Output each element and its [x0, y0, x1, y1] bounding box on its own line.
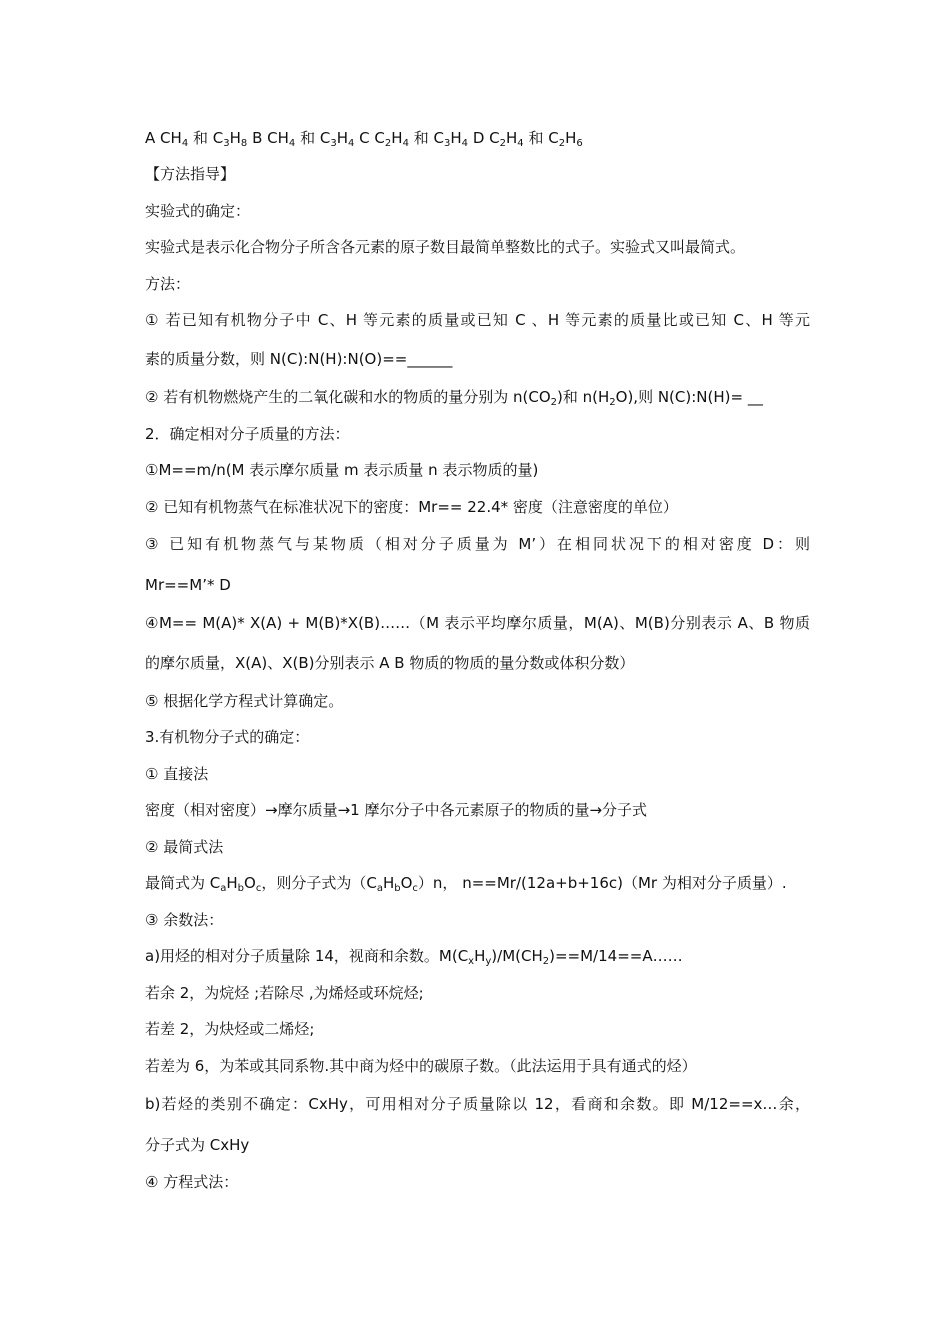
section-2-item-1: ①M==m/n(M 表示摩尔质量 m 表示质量 n 表示物质的量) [145, 461, 539, 479]
section-3-item-4: ④ 方程式法： [145, 1173, 239, 1191]
section-2-item-4-line-2: 的摩尔质量，X(A)、X(B)分别表示 A B 物质的物质的量分数或体积分数） [145, 654, 635, 672]
section-3-title: 3.有机物分子式的确定： [145, 728, 310, 746]
section-3-item-3: ③ 余数法： [145, 911, 224, 929]
section-2-item-3-line-1: ③ 已知有机物蒸气与某物质（相对分子质量为 M’）在相同状况下的相对密度 D：则 [145, 535, 810, 553]
section-3-item-3b-line-1: b)若烃的类别不确定：CxHy，可用相对分子质量除以 12，看商和余数。即 M/12==x…余， [145, 1095, 810, 1113]
section-3-item-2-formula: 最简式为 $C_aH_bO_c$，则分子式为$(C_aH_bO_c)n$， n==Mr/(12a+b+16c)（Mr 为相对分子质量）. [145, 874, 787, 894]
section-3-item-1: ① 直接法 [145, 765, 209, 783]
section-3-item-3a: a)用烃的相对分子质量除 14，视商和余数。$M(C_xH_y)/M(CH_2)==M/14==A\dots\dots$ [145, 947, 683, 967]
section-3-item-3b-line-2: 分子式为 CxHy [145, 1136, 250, 1154]
method-2: ② 若有机物燃烧产生的二氧化碳和水的物质的量分别为 $n(CO_2)$和 $n(H_2O)$,则 N(C):N(H)= __ [145, 388, 763, 408]
section-title: 【方法指导】 [145, 165, 236, 183]
experimental-formula-definition: 实验式是表示化合物分子所含各元素的原子数目最简单整数比的式子。实验式又叫最简式。 [145, 238, 746, 256]
remainder-rule-2: 若差 2，为炔烃或二烯烃; [145, 1020, 315, 1038]
section-2-item-4-line-1: ④M== M(A)* X(A) + M(B)*X(B)……（M 表示平均摩尔质量，M(A)、M(B)分别表示 A、B 物质 [145, 614, 810, 632]
method-1-line-1: ① 若已知有机物分子中 C、H 等元素的质量或已知 C 、H 等元素的质量比或已知 C、H 等元 [145, 311, 810, 329]
section-2-item-2: ② 已知有机物蒸气在标准状况下的密度：Mr== 22.4* 密度（注意密度的单位） [145, 498, 678, 516]
section-2-item-3-line-2: Mr==M’* D [145, 576, 231, 594]
remainder-rule-1: 若余 2，为烷烃 ;若除尽 ,为烯烃或环烷烃; [145, 984, 424, 1002]
section-2-item-5: ⑤ 根据化学方程式计算确定。 [145, 692, 344, 710]
method-label: 方法： [145, 275, 191, 293]
experimental-formula-title: 实验式的确定： [145, 202, 251, 220]
answer-options: A $CH_4$ 和 $C_3H_8$ B $CH_4$ 和 $C_3H_4$ C $C_2H_4$ 和 $C_3H_4$ D $C_2H_4$ 和 $C_2H_6$ [145, 129, 583, 149]
method-1-line-2: 素的质量分数，则 N(C):N(H):N(O)==______ [145, 350, 453, 368]
remainder-rule-3: 若差为 6，为苯或其同系物.其中商为烃中的碳原子数。（此法运用于具有通式的烃） [145, 1057, 697, 1075]
section-3-item-1-description: 密度（相对密度）→摩尔质量→1 摩尔分子中各元素原子的物质的量→分子式 [145, 801, 648, 819]
section-3-item-2: ② 最简式法 [145, 838, 224, 856]
section-2-title: 2．确定相对分子质量的方法： [145, 425, 350, 443]
